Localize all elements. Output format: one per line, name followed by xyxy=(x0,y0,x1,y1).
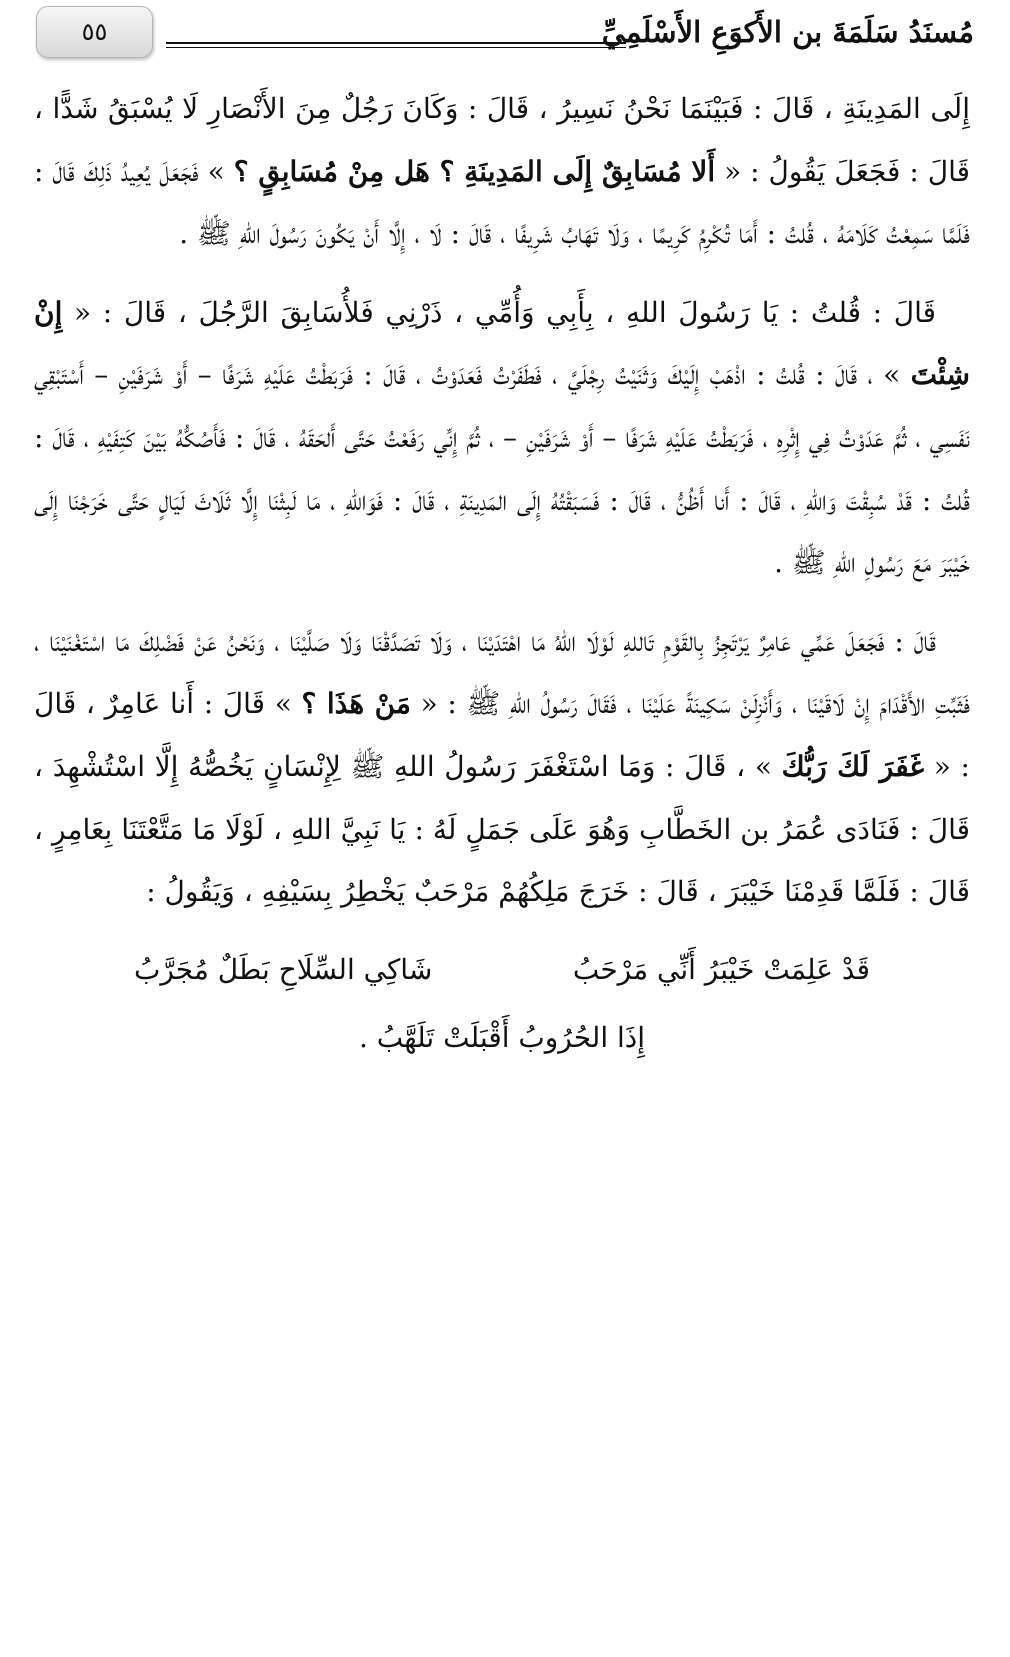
verse-hemistich-first: قَدْ عَلِمَتْ خَيْبَرُ أَنِّي مَرْحَبُ xyxy=(572,952,870,986)
text-run: » ، قَالَ : وَمَا اسْتَغْفَرَ رَسُولُ اللهِ ﷺ لِإِنْسَانٍ يَخُصُّهُ إِلَّا اسْتُشْهِدَ ، قَالَ : فَنَادَى عُمَرُ بن الخَطَّابِ وَهُوَ عَلَى جَمَلٍ لَهُ : يَا نَبِيَّ اللهِ ، لَوْلَا مَا مَتَّعْتَنَا بِعَامِرٍ ، قَالَ : فَلَمَّا قَدِمْنَا خَيْبَرَ ، قَالَ : خَرَجَ مَلِكُهُمْ مَرْحَبٌ يَخْطِرُ بِسَيْفِهِ ، وَيَقُولُ : xyxy=(34,749,971,909)
text-run: » ، قَالَ : قُلتُ : اذْهَبْ إِلَيْكَ وَثَنَيْتُ رِجْلَيَّ ، فَطَفَرْتُ فَعَدَوْتُ ، قَالَ : فَرَبَطْتُ عَلَيْهِ شَرَفًا – أَوْ شَرَفَيْنِ – أَسْتَبْقِي نَفَسِي ، ثُمَّ عَدَوْتُ فِي إِثْرِهِ ، فَرَبَطْتُ عَلَيْهِ شَرَفًا – أَوْ شَرَفَيْنِ – ، ثُمَّ إِنِّي رَفَعْتُ حَتَّى أَلحَقَهُ ، قَالَ : فَأَصُكُّهُ بَيْنَ كَتِفَيْهِ ، قَالَ : قُلتُ : قَدْ سُبِقْتَ وَاللهِ ، قَالَ : أَنا أَظُنُّ ، قَالَ : فَسَبَقْتُهُ إِلَى المَدِينَةِ ، قَالَ : فَوَاللهِ ، مَا لَبِثْنَا إِلَّا ثَلَاثَ لَيَالٍ حَتَّى خَرَجْنَا إِلَى خَيْبَرَ مَعَ رَسُولِ اللهِ ﷺ . xyxy=(34,358,971,580)
body-text xyxy=(34,78,970,1068)
bold-quote: غَفَرَ لَكَ رَبُّكَ xyxy=(781,749,925,783)
paragraph-1 xyxy=(34,78,970,266)
text-run: قَالَ : فَجَعَلَ عَمِّي عَامِرٌ يَرْتَجِزُ بِالقَوْمِ تَاللهِ لَوْلَا اللهُ مَا اهْتَدَيْنَا ، وَلَا تَصَدَّقْنَا وَلَا صَلَّيْنَا ، وَنَحْنُ عَنْ فَضْلِكَ مَا اسْتَغْنَيْنَا ، فَثَبِّتِ الأَقْدَامَ إِنْ لَاقَيْنَا ، وَأَنْزِلَنْ سَكِينَةً عَلَيْنَا ، فَقَالَ رَسُولُ اللهِ ﷺ : « xyxy=(34,624,970,721)
running-title: مُسنَدُ سَلَمَةَ بن الأَكوَعِ الأَسْلَمِيِّ xyxy=(601,15,974,49)
page-number-badge xyxy=(36,6,153,58)
text-run: إِلَى المَدِينَةِ ، قَالَ : فَبَيْنَمَا نَحْنُ نَسِيرُ ، قَالَ : وَكَانَ رَجُلٌ مِنَ الأَنْصَارِ لَا يُسْبَقُ شَدًّا ، قَالَ : فَجَعَلَ يَقُولُ : « xyxy=(34,92,970,188)
page-header xyxy=(36,6,974,62)
page-number: ٥٥ xyxy=(81,18,108,46)
verse-line-second: إِذَا الحُرُوبُ أَقْبَلَتْ تَلَهَّبُ . xyxy=(358,1020,646,1054)
bold-quote: إِنْ شِئْتَ xyxy=(34,295,970,392)
paragraph-3 xyxy=(34,611,970,924)
text-run: قَالَ : قُلتُ : يَا رَسُولَ اللهِ ، بِأَبِي وَأُمِّي ، ذَرْنِي فَلأُسَابِقَ الرَّجُلَ ، قَالَ : « xyxy=(62,295,936,329)
paragraph-2 xyxy=(34,282,970,595)
text-run: » قَالَ : أَنا عَامِرٌ ، قَالَ : « xyxy=(34,687,970,783)
bold-quote: مَنْ هَذَا ؟ xyxy=(301,687,411,721)
verse-couplet xyxy=(34,940,970,1000)
bold-quote: أَلا مُسَابِقٌ إِلَى المَدِينَةِ ؟ هَل مِنْ مُسَابِقٍ ؟ xyxy=(233,154,716,188)
header-rule xyxy=(166,42,626,48)
text-run: » فَجَعَلَ يُعِيدُ ذَلِكَ قَالَ : فَلَمَّا سَمِعْتُ كَلَامَهُ ، قُلتُ : أَمَا تُكْرِمُ كَرِيمًا ، وَلَا تَهَابُ شَرِيفًا ، قَالَ : لَا ، إِلَّا أَنْ يَكُونَ رَسُولَ اللهِ ﷺ . xyxy=(34,154,970,251)
verse-hemistich-second: شَاكِي السِّلَاحِ بَطَلٌ مُجَرَّبُ xyxy=(134,952,433,986)
